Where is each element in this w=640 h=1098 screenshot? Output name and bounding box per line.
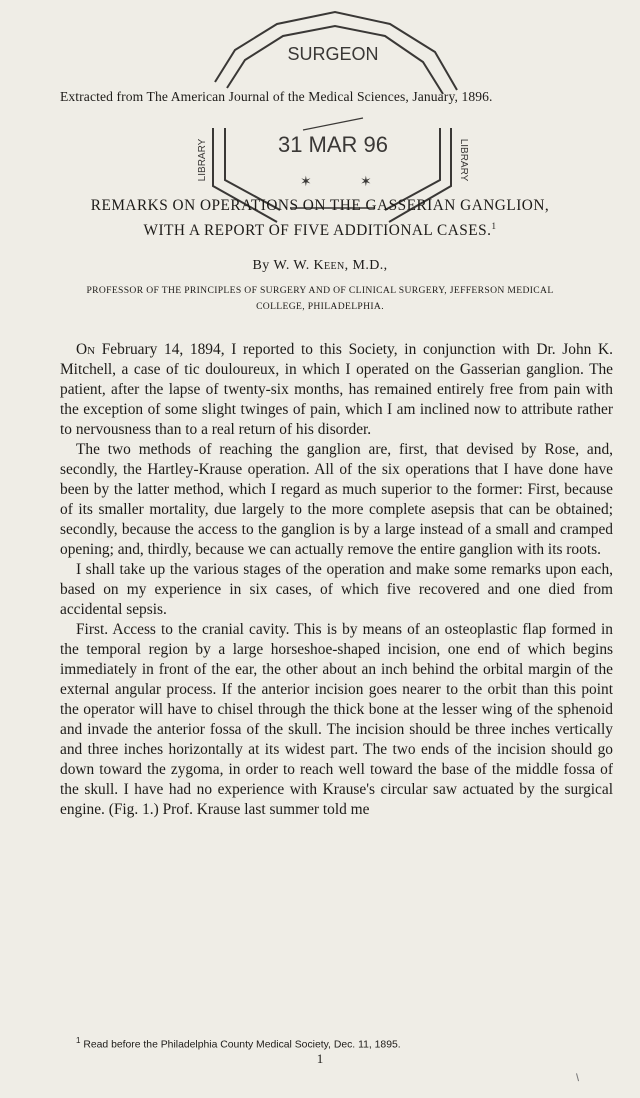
stamp-side-right: LIBRARY [458,138,469,182]
stamp-top-text: SURGEON [287,44,379,64]
scan-mark [576,1073,581,1082]
affiliation [60,283,580,315]
page-number: 1 [316,1051,324,1066]
footnote-text: Read before the Philadelphia County Medical Society, Dec. 11, 1895. [80,1039,401,1051]
title-line-2: WITH A REPORT OF FIVE ADDITIONAL CASES. [143,222,492,240]
paragraph-1-text: February 14, 1894, I reported to this Society, in conjunction with Dr. John K. Mitchell, a case of tic douloureux, in which I operated on the Gasserian ganglion. The patient, after the lapse of twenty-six months, has remained entirely free from pain with the exception of some slight twinges of pain, which I am inclined now to attribute rather to nervousness than to a real return of his disorder. [60,341,613,438]
affiliation-line-2: COLLEGE, PHILADELPHIA. [256,301,384,312]
byline-prefix: By [252,258,274,273]
source-text: Extracted from The American Journal of the Medical Sciences, January, 1896. [60,89,493,104]
title-line-1: REMARKS ON OPERATIONS ON THE GASSERIAN GANGLION, [90,197,550,214]
paragraph-3: I shall take up the various stages of the operation and make some remarks upon each, based on my experience in six cases, of which five recovered and one died from accidental sepsis. [60,561,613,618]
affiliation-line-1: PROFESSOR OF THE PRINCIPLES OF SURGERY AND OF CLINICAL SURGERY, JEFFERSON MEDICAL [86,285,554,296]
paragraph-1 [60,340,613,440]
title-footnote-mark: 1 [491,221,497,231]
svg-text:✶: ✶ [360,175,372,190]
svg-text:✶: ✶ [300,175,312,190]
author-name: W. W. Keen, M.D., [273,258,388,273]
paragraph-2: The two methods of reaching the ganglion are, first, that devised by Rose, and, secondly, the Hartley-Krause operation. All of the six operations that I have done have been by the latter method, which I regard as much superior to the former: First, because of its smaller mortality, due largely to the more complete asepsis that can be obtained; secondly, because the access to the ganglion is by a large instead of a small and cramped opening; and, thirdly, because we can actually remove the entire ganglion with its roots. [60,441,613,558]
byline [40,258,600,274]
article-title [40,196,600,241]
paragraph-4: First. Access to the cranial cavity. This is by means of an osteoplastic flap formed in the temporal region by a large horseshoe-shaped incision, one end of which begins immediately in front of the ear, the other about an inch behind the orbital margin of the external angular process. If the anterior incision goes nearer to the orbit than this point the operator will have to chisel through the thick bone at the lesser wing of the sphenoid and invade the anterior fossa of the skull. The incision should be three inches vertically and three inches horizontally at its widest part. The two ends of the incision should go down toward the zygoma, in order to reach well toward the base of the middle fossa of the skull. I have had no experience with Krause's circular saw actuated by the surgical engine. (Fig. 1.) Prof. Krause last summer told me [60,621,613,818]
stamp-date: 31 MAR 96 [277,132,389,157]
stamp-side-left: LIBRARY [197,138,208,182]
footnote-mark: 1 [76,1036,81,1045]
footnote [76,1036,616,1050]
paragraph-1-lead: On [76,341,96,358]
article-body [60,340,613,820]
